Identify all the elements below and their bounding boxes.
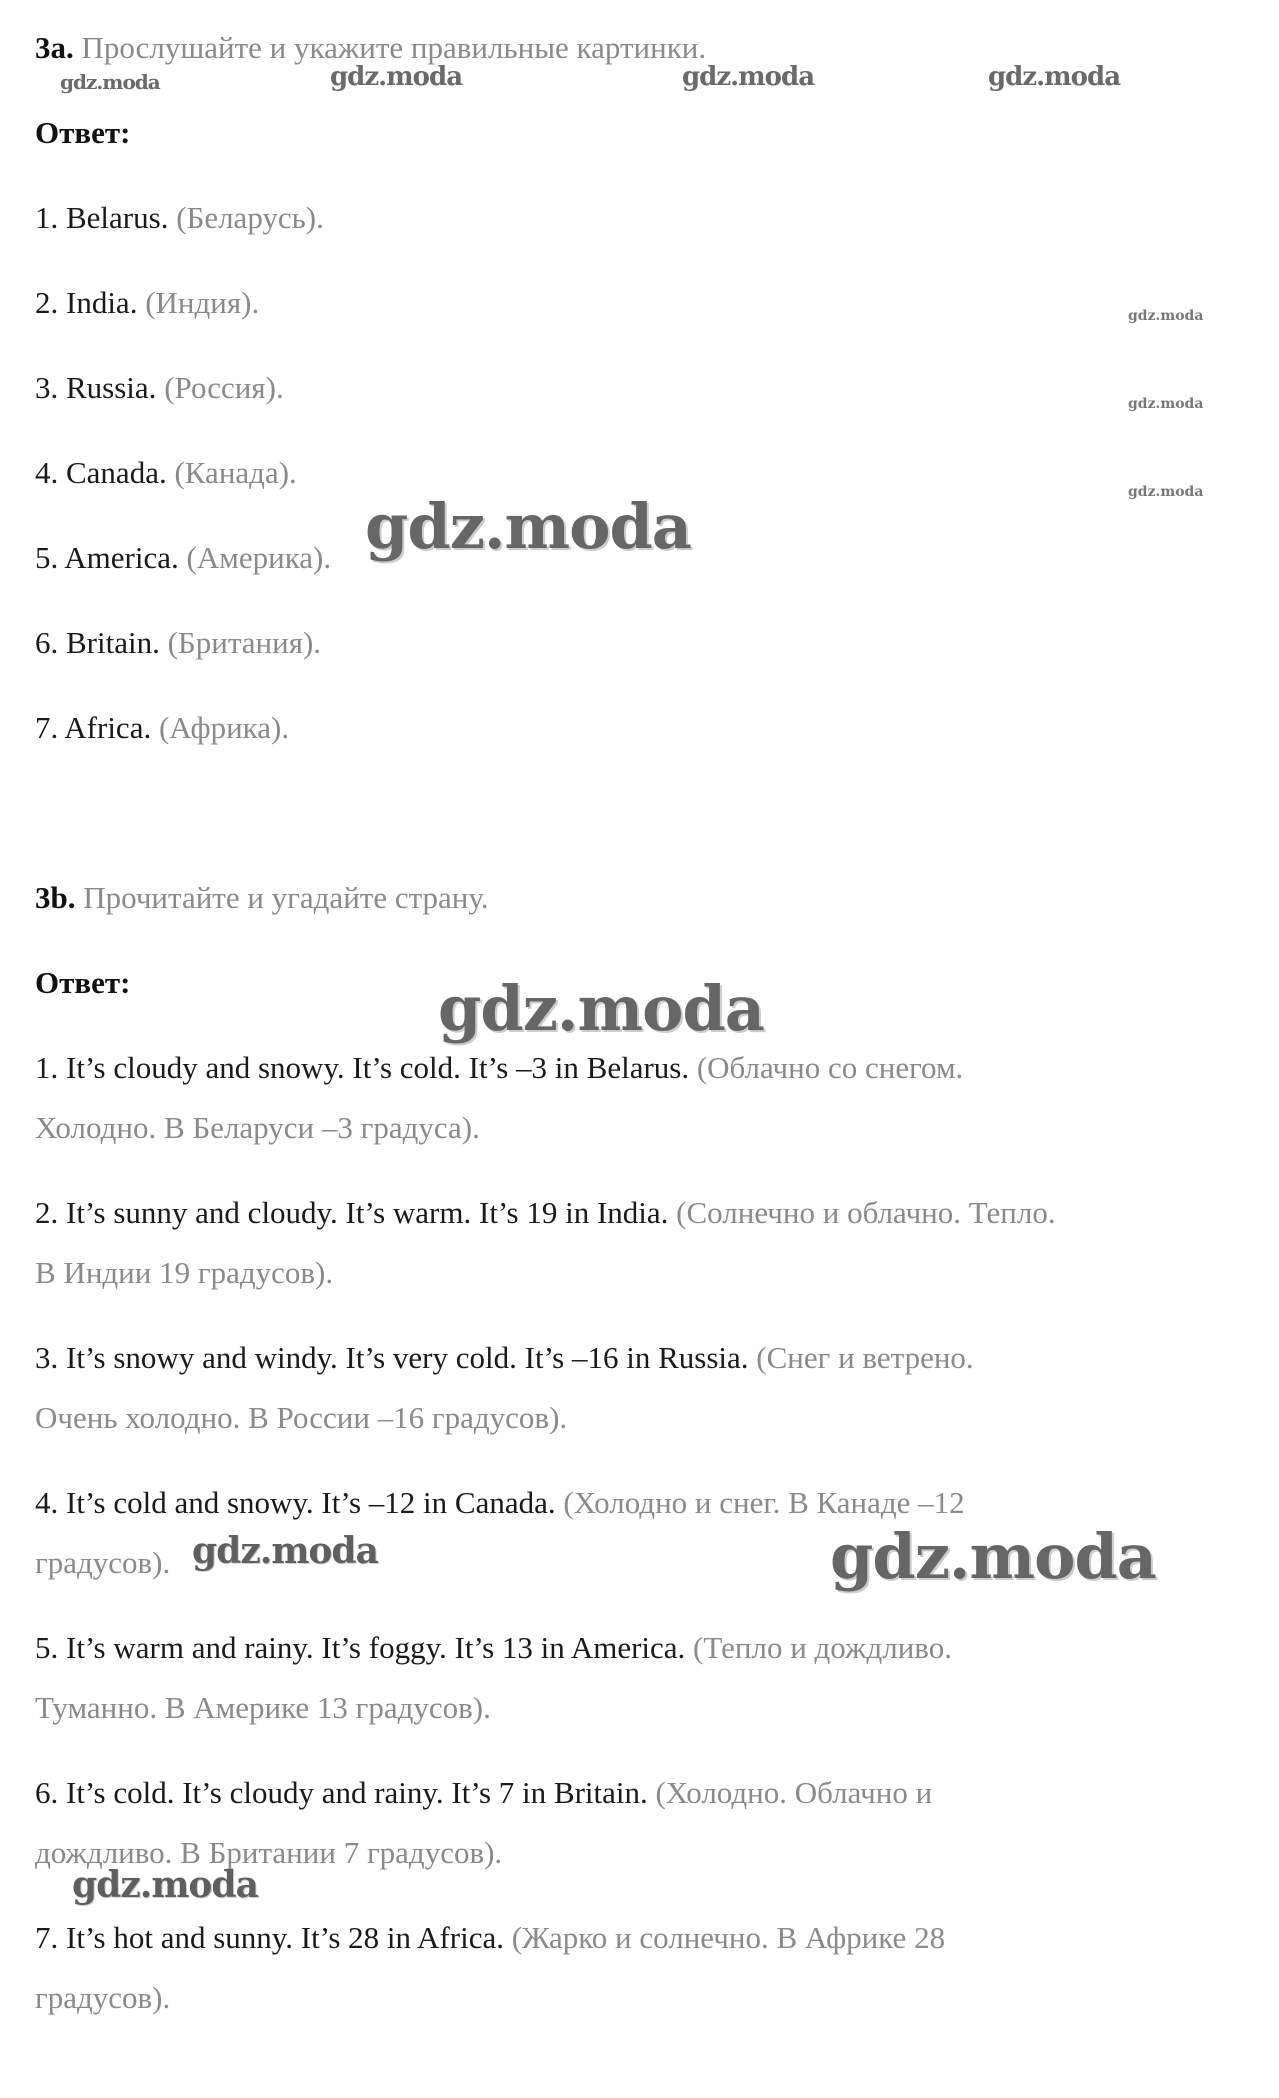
watermark: gdz.moda <box>1128 396 1204 412</box>
task-b-item-ru: (Холодно и снег. В Канаде –12 <box>563 1485 965 1520</box>
watermark: gdz.moda <box>330 62 463 92</box>
task-a-item-1 <box>35 198 324 238</box>
task-b-item-en: 3. It’s snowy and windy. It’s very cold. It’s –16 in Russia. <box>35 1340 749 1375</box>
task-b-item-6 <box>35 1773 932 1813</box>
watermark: gdz.moda <box>192 1530 378 1572</box>
task-b-answer-label: Ответ: <box>35 965 131 1000</box>
task-a-item-ru: (Канада). <box>174 455 297 490</box>
task-b-item-en: 7. It’s hot and sunny. It’s 28 in Africa. <box>35 1920 504 1955</box>
task-b-item-3 <box>35 1338 974 1378</box>
task-b-item-en: 6. It’s cold. It’s cloudy and rainy. It’s 7 in Britain. <box>35 1775 648 1810</box>
task-b-item-5 <box>35 1628 952 1668</box>
task-b-item-1 <box>35 1048 963 1088</box>
watermark: gdz.moda <box>682 62 815 92</box>
task-b-item-en: 2. It’s sunny and cloudy. It’s warm. It’s 19 in India. <box>35 1195 669 1230</box>
task-b-item-3-cont: Очень холодно. В России –16 градусов). <box>35 1400 568 1435</box>
task-b-number: 3b. <box>35 880 76 915</box>
task-a-item-en: 3. Russia. <box>35 370 157 405</box>
task-a-number: 3a. <box>35 30 74 65</box>
task-a-item-6 <box>35 623 321 663</box>
task-a-item-en: 7. Africa. <box>35 710 152 745</box>
watermark: gdz.moda <box>988 62 1121 92</box>
task-a-item-ru: (Индия). <box>145 285 260 320</box>
task-b-item-ru: (Снег и ветрено. <box>756 1340 974 1375</box>
watermark: gdz.moda <box>1128 308 1204 324</box>
task-a-item-en: 4. Canada. <box>35 455 167 490</box>
task-a-item-en: 6. Britain. <box>35 625 160 660</box>
task-b-item-6-cont: дождливо. В Британии 7 градусов). <box>35 1835 503 1870</box>
task-a-item-ru: (Британия). <box>167 625 322 660</box>
watermark: gdz.moda <box>60 70 160 94</box>
task-b-item-2-cont: В Индии 19 градусов). <box>35 1255 334 1290</box>
task-b-item-4-cont: градусов). <box>35 1545 171 1580</box>
task-b-heading <box>35 878 489 918</box>
task-b-item-ru: (Холодно. Облачно и <box>655 1775 933 1810</box>
task-a-item-4 <box>35 453 297 493</box>
task-b-item-5-cont: Туманно. В Америке 13 градусов). <box>35 1690 491 1725</box>
task-b-item-ru: (Тепло и дождливо. <box>693 1630 952 1665</box>
task-a-item-en: 2. India. <box>35 285 138 320</box>
task-b-item-en: 4. It’s cold and snowy. It’s –12 in Canada. <box>35 1485 556 1520</box>
watermark: gdz.moda <box>1128 484 1204 500</box>
task-b-item-4 <box>35 1483 965 1523</box>
task-a-instruction: Прослушайте и укажите правильные картинки. <box>81 30 707 65</box>
task-a-item-5 <box>35 538 331 578</box>
task-b-item-7-cont: градусов). <box>35 1980 171 2015</box>
task-b-item-2 <box>35 1193 1056 1233</box>
task-b-item-en: 5. It’s warm and rainy. It’s foggy. It’s 13 in America. <box>35 1630 686 1665</box>
task-a-item-ru: (Беларусь). <box>176 200 324 235</box>
task-b-item-1-cont: Холодно. В Беларуси –3 градуса). <box>35 1110 480 1145</box>
task-a-item-ru: (Америка). <box>186 540 332 575</box>
task-b-item-7 <box>35 1918 945 1958</box>
watermark: gdz.moda <box>72 1864 258 1906</box>
task-b-instruction: Прочитайте и угадайте страну. <box>83 880 489 915</box>
task-a-answer-label: Ответ: <box>35 115 131 150</box>
task-a-item-en: 1. Belarus. <box>35 200 169 235</box>
task-b-item-ru: (Облачно со снегом. <box>696 1050 964 1085</box>
task-a-item-2 <box>35 283 259 323</box>
task-a-item-7 <box>35 708 289 748</box>
task-a-item-ru: (Россия). <box>164 370 284 405</box>
watermark: gdz.moda <box>830 1520 1156 1593</box>
watermark: gdz.moda <box>365 490 691 563</box>
task-b-item-en: 1. It’s cloudy and snowy. It’s cold. It’s –3 in Belarus. <box>35 1050 690 1085</box>
task-b-item-ru: (Солнечно и облачно. Тепло. <box>676 1195 1056 1230</box>
task-a-item-ru: (Африка). <box>158 710 290 745</box>
watermark: gdz.moda <box>438 972 764 1045</box>
task-a-item-en: 5. America. <box>35 540 179 575</box>
task-a-item-3 <box>35 368 284 408</box>
task-b-item-ru: (Жарко и солнечно. В Африке 28 <box>511 1920 946 1955</box>
